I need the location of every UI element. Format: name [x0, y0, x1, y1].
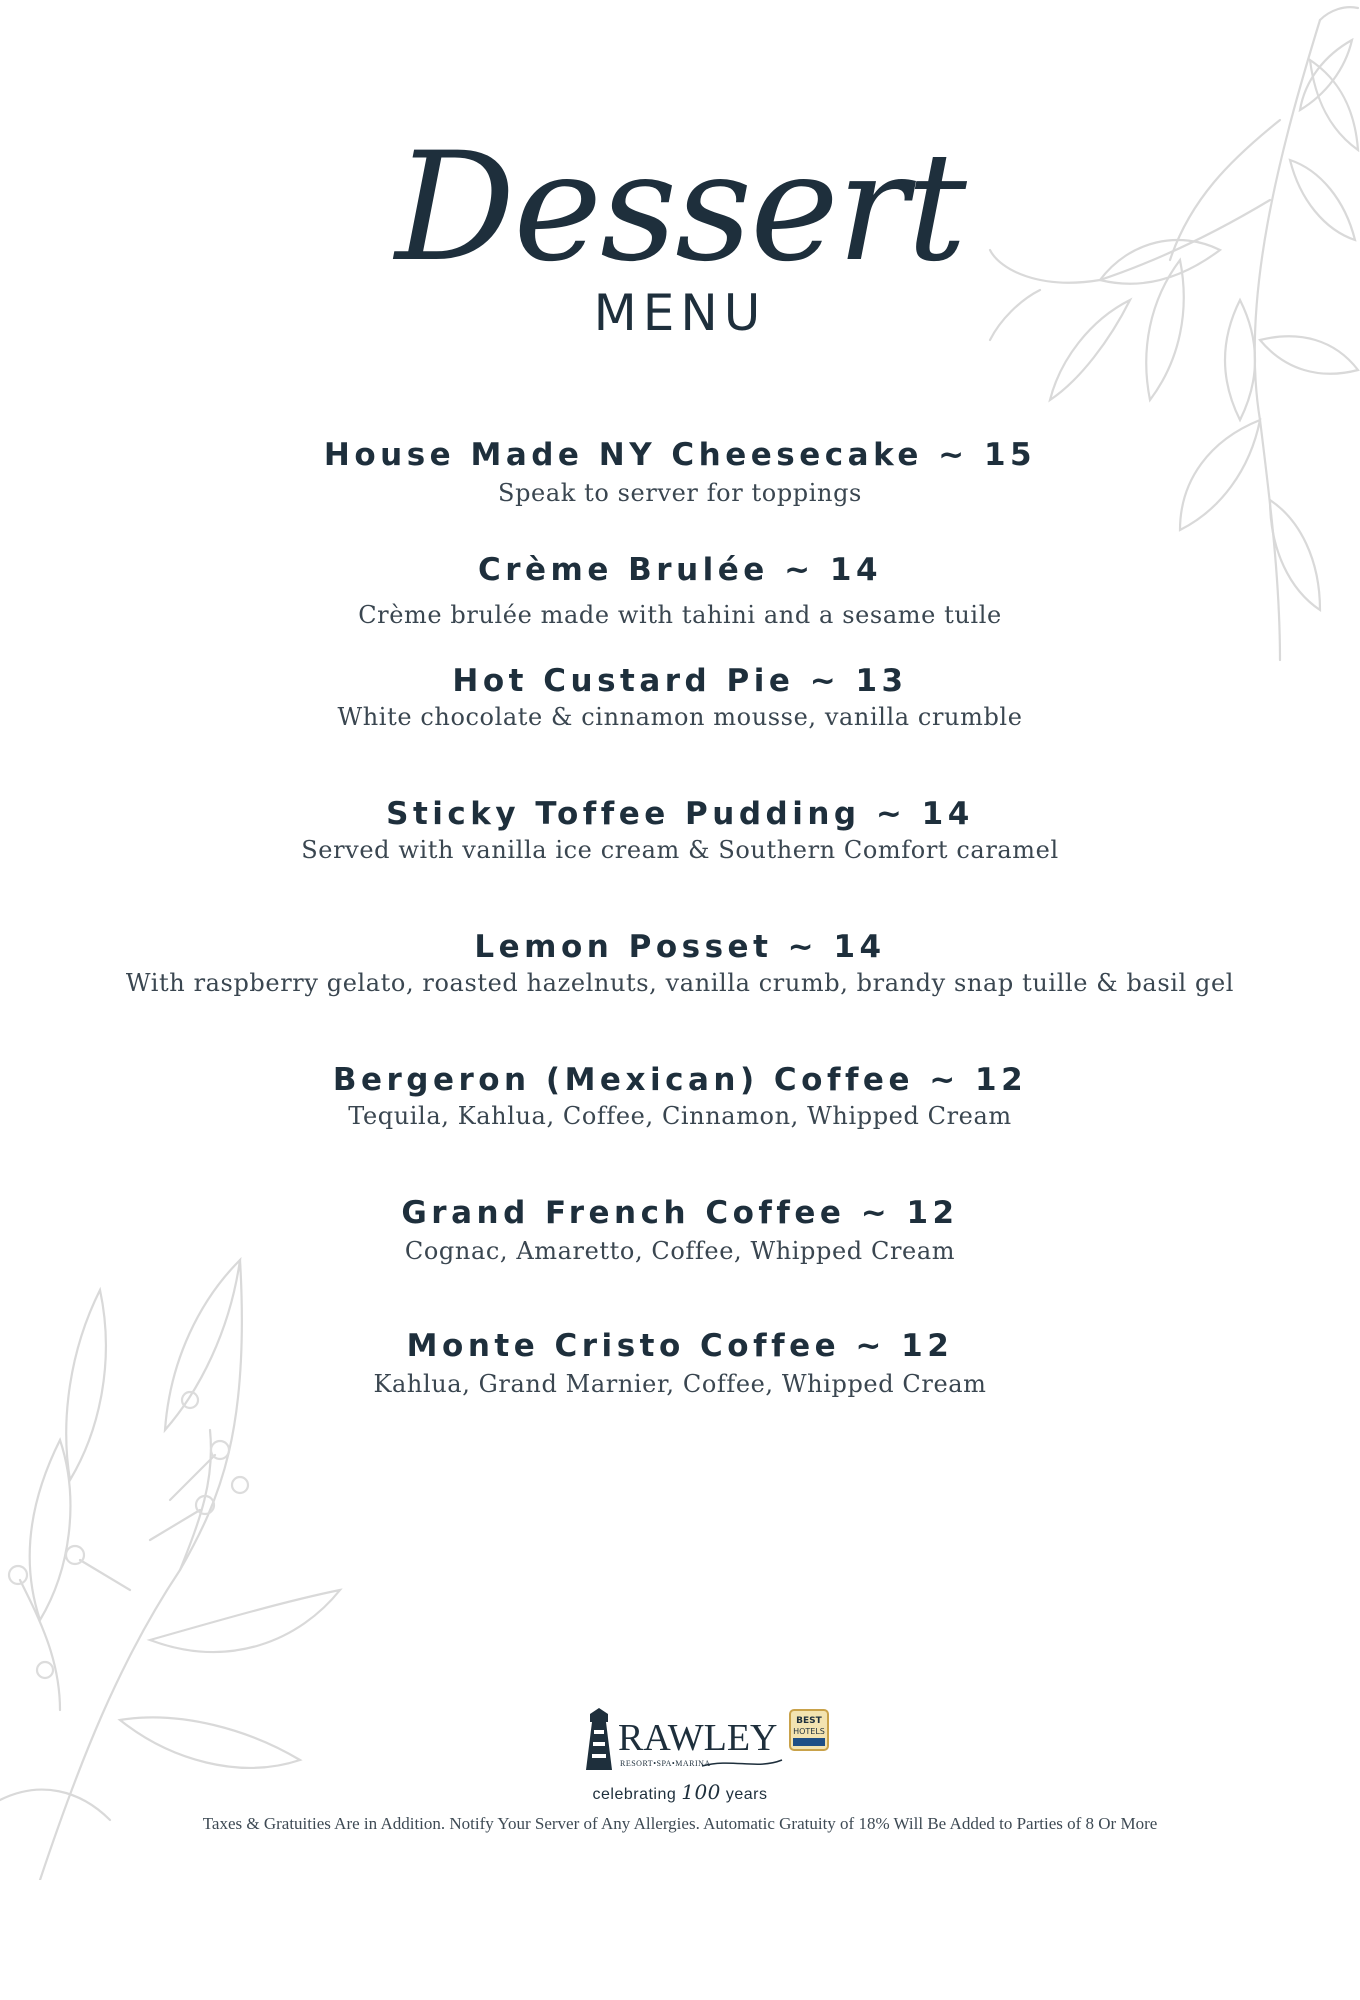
menu-item-description: With raspberry gelato, roasted hazelnuts, vanilla crumb, brandy snap tuille & basil gel: [125, 969, 1235, 997]
menu-item-name: House Made NY Cheesecake ~ 15: [323, 437, 1037, 473]
menu-item-name: Crème Brulée ~ 14: [477, 552, 883, 588]
menu-item-description: Kahlua, Grand Marnier, Coffee, Whipped Cream: [373, 1370, 987, 1398]
menu-item-name: Hot Custard Pie ~ 13: [452, 663, 908, 699]
lighthouse-icon: [586, 1708, 612, 1770]
celebrating-suffix: years: [725, 1786, 768, 1803]
menu-item-description: White chocolate & cinnamon mousse, vanilla crumble: [337, 703, 1023, 731]
menu-subtitle: MENU: [593, 284, 767, 342]
footer-note: Taxes & Gratuities Are in Addition. Notify Your Server of Any Allergies. Automatic Gratuity of 18% Will Be Added to Parties of 8 Or More: [202, 1814, 1158, 1833]
menu-item-name: Monte Cristo Coffee ~ 12: [406, 1328, 954, 1364]
menu-item-description: Speak to server for toppings: [498, 479, 862, 507]
menu-item-description: Cognac, Amaretto, Coffee, Whipped Cream: [404, 1237, 956, 1265]
menu-item-description: Crème brulée made with tahini and a sesame tuile: [358, 601, 1002, 629]
logo-tagline: RESORT•SPA•MARINA: [620, 1759, 711, 1768]
logo-wordmark: RAWLEY: [618, 1717, 778, 1759]
menu-item-name: Grand French Coffee ~ 12: [401, 1195, 959, 1231]
celebrating-number: 100: [681, 1780, 721, 1804]
rawley-resort-logo: [582, 1708, 842, 1772]
menu-item-name: Bergeron (Mexican) Coffee ~ 12: [332, 1062, 1028, 1098]
menu-item-description: Tequila, Kahlua, Coffee, Cinnamon, Whipped Cream: [348, 1102, 1012, 1130]
menu-item-name: Lemon Posset ~ 14: [474, 929, 886, 965]
menu-item-name: Sticky Toffee Pudding ~ 14: [386, 796, 974, 832]
best-hotels-badge-icon: [790, 1710, 828, 1750]
badge-line-1: BEST: [796, 1716, 822, 1726]
menu-item-description: Served with vanilla ice cream & Southern Comfort caramel: [301, 836, 1059, 864]
badge-line-2: HOTELS: [793, 1727, 825, 1736]
celebrating-line: [0, 1780, 1360, 1804]
menu-script-title: Dessert: [395, 121, 965, 295]
celebrating-prefix: celebrating: [592, 1786, 677, 1803]
